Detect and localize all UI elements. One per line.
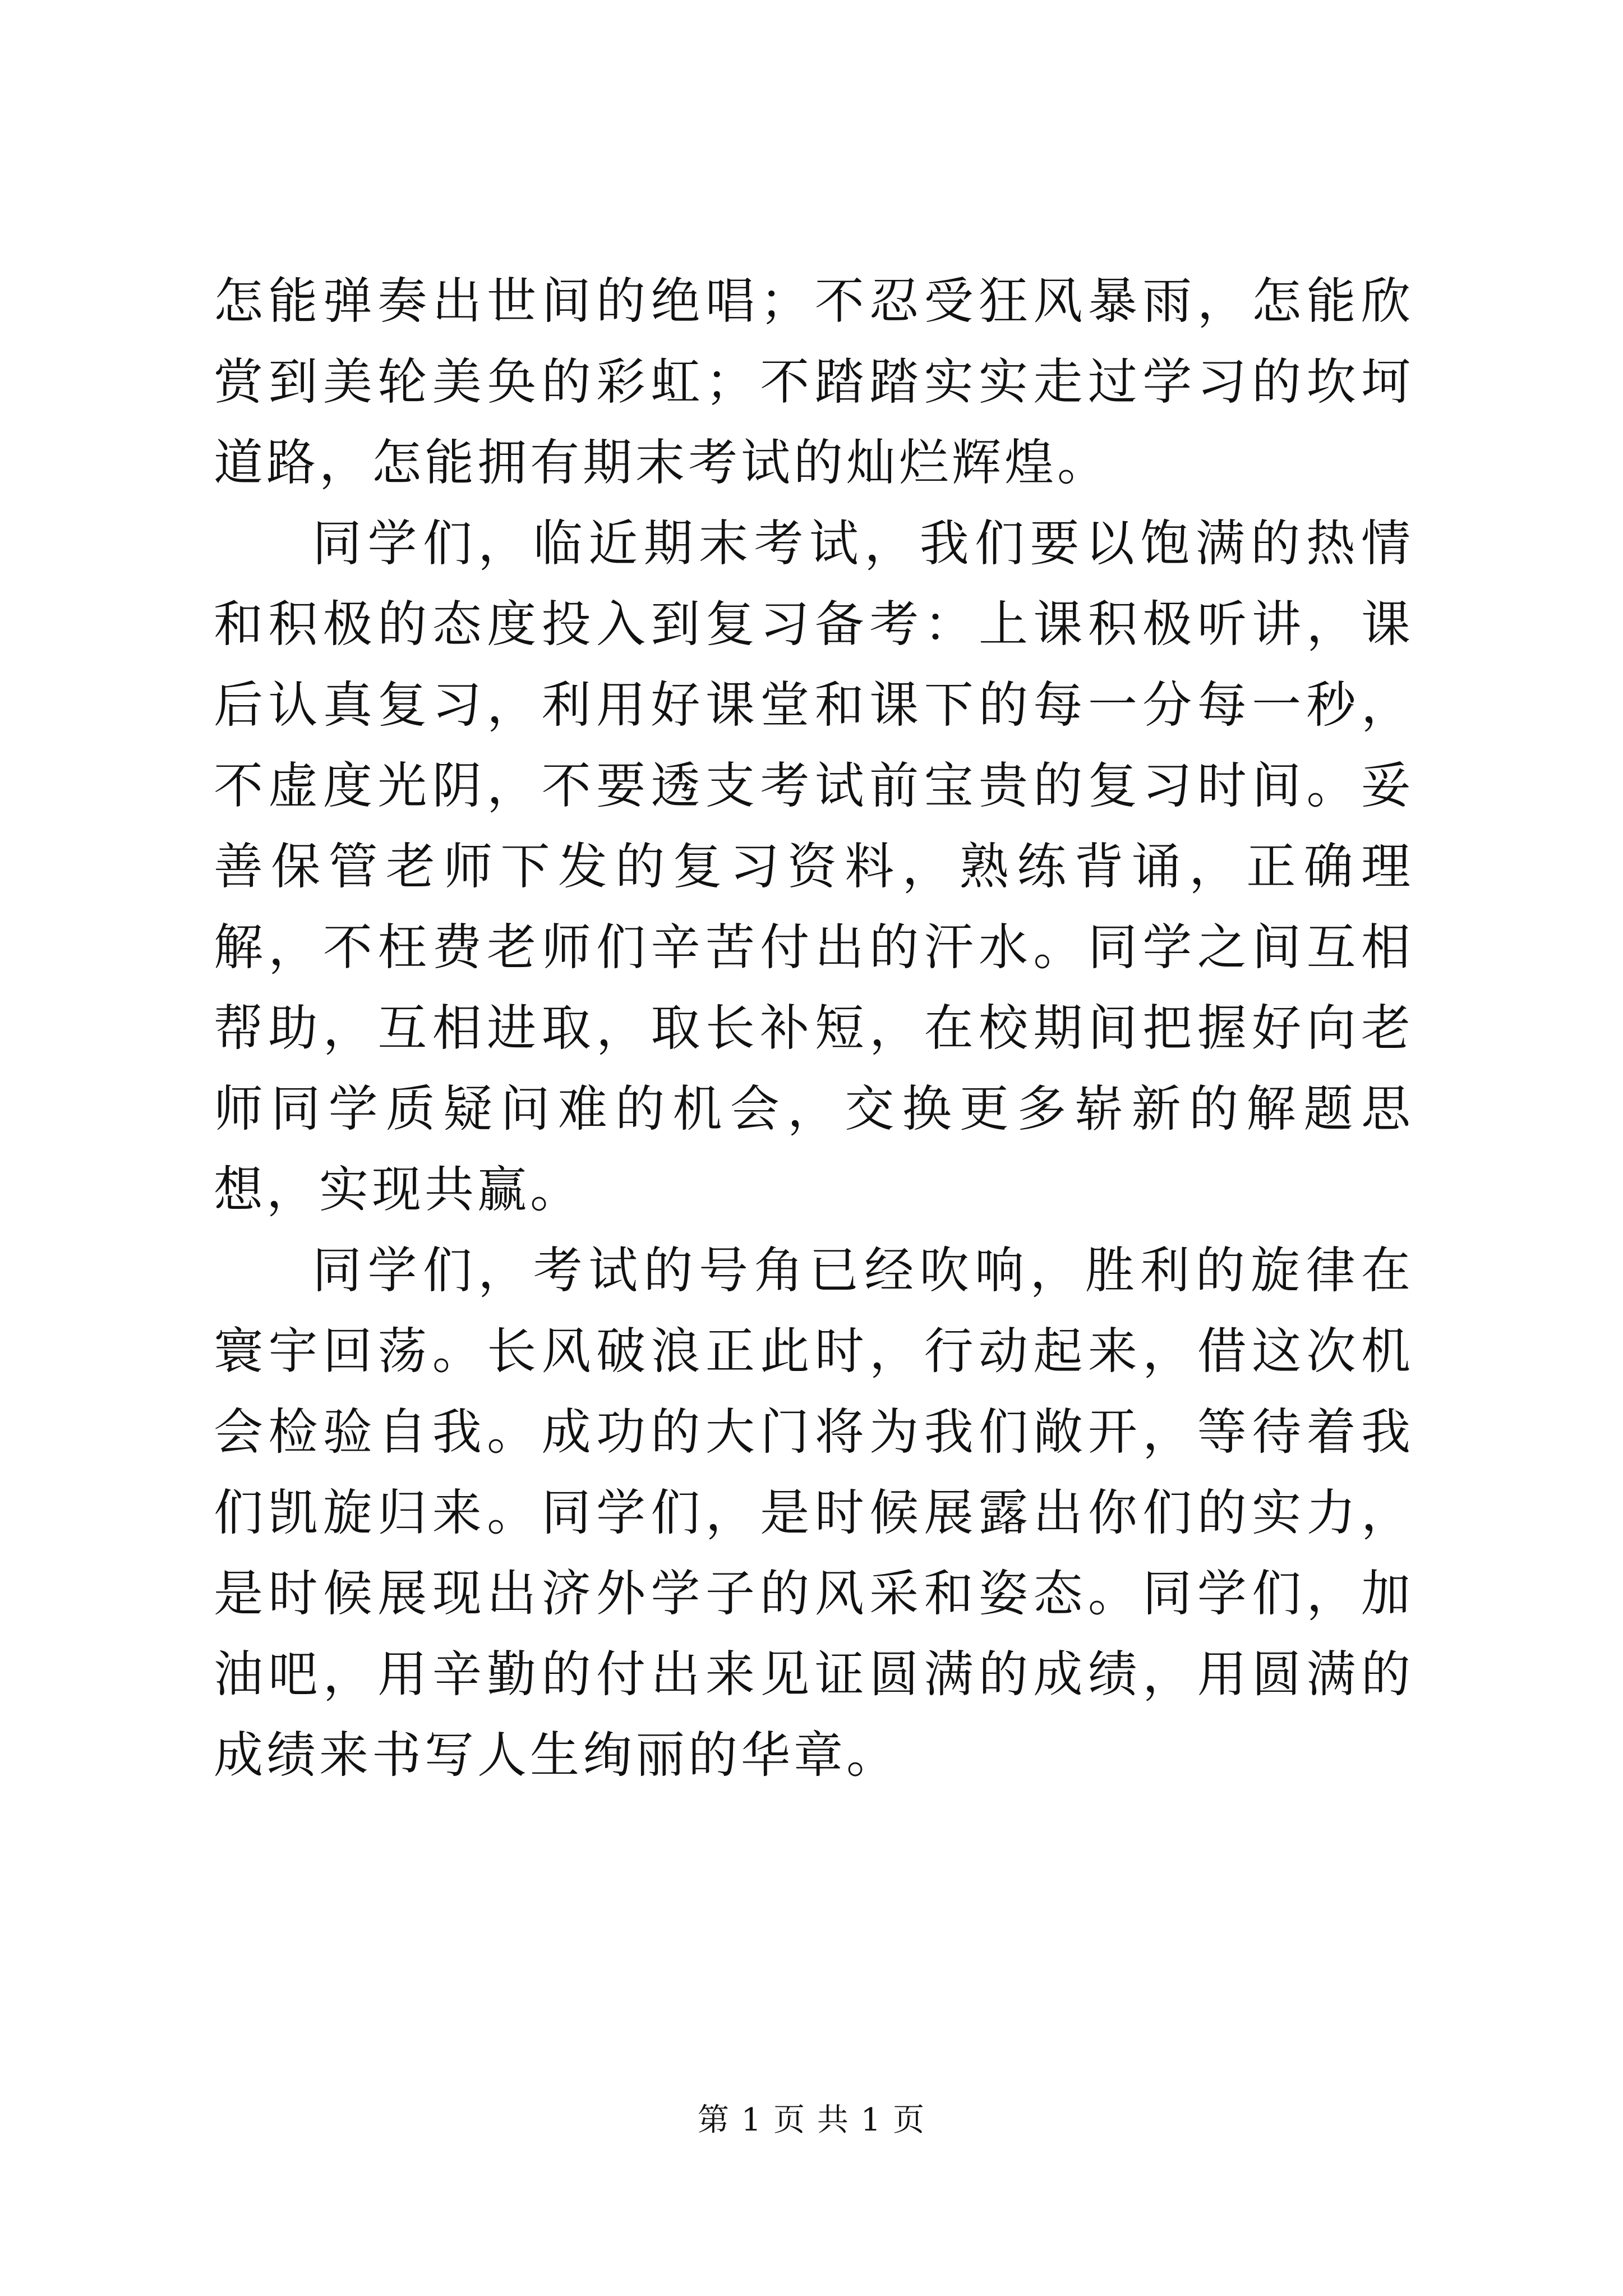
- paragraph-2: 同学们，临近期末考试，我们要以饱满的热情和积极的态度投入到复习备考：上课积极听讲，课后认真复习，利用好课堂和课下的每一分每一秒，不虚度光阴，不要透支考试前宝贵的复习时间。妥善保管老师下发的复习资料，熟练背诵，正确理解，不枉费老师们辛苦付出的汗水。同学之间互相帮助，互相进取，取长补短，在校期间把握好向老师同学质疑问难的机会，交换更多崭新的解题思想，实现共赢。: [214, 514, 1414, 1218]
- paragraph-1: 怎能弹奏出世间的绝唱；不忍受狂风暴雨，怎能欣赏到美轮美奂的彩虹；不踏踏实实走过学习的坎坷道路，怎能拥有期末考试的灿烂辉煌。: [214, 272, 1414, 491]
- document-body: [214, 261, 1414, 1796]
- page-number-footer: 第 1 页 共 1 页: [697, 2102, 926, 2138]
- paragraph-3: 同学们，考试的号角已经吹响，胜利的旋律在寰宇回荡。长风破浪正此时，行动起来，借这次机会检验自我。成功的大门将为我们敞开，等待着我们凯旋归来。同学们，是时候展露出你们的实力，是时候展现出济外学子的风采和姿态。同学们，加油吧，用辛勤的付出来见证圆满的成绩，用圆满的成绩来书写人生绚丽的华章。: [214, 1241, 1414, 1784]
